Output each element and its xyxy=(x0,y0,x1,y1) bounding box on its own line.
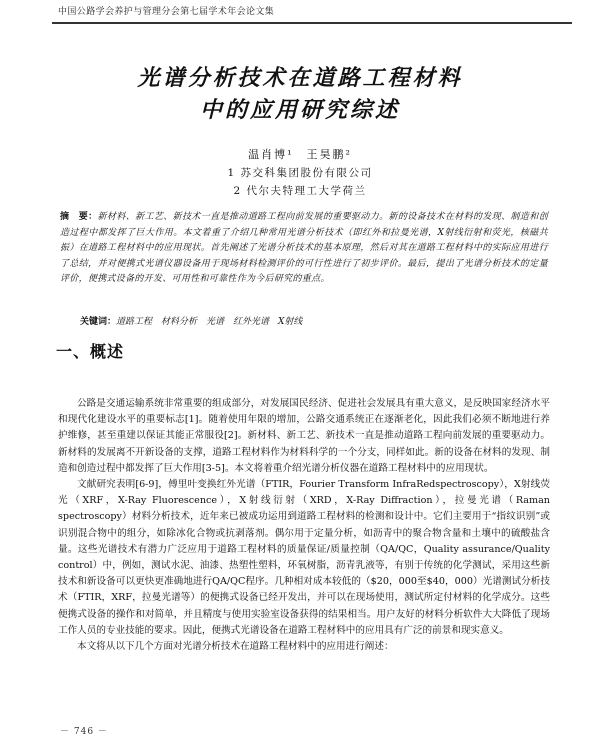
running-header: 中国公路学会养护与管理分会第七届学术年会论文集 xyxy=(58,7,275,17)
affiliation-2: 2 代尔夫特理工大学荷兰 xyxy=(233,185,367,197)
page-number: － 746 － xyxy=(60,727,108,737)
section-heading: 一、概述 xyxy=(56,342,125,361)
affiliation-1: 1 苏交科集团股份有限公司 xyxy=(227,167,373,179)
abstract-text: 新材料、新工艺、新技术一直是推动道路工程向前发展的重要驱动力。新的设备技术在材料的发现、制造和创造过程中都发挥了巨大作用。本文着重了介绍几种常用光谱分析技术（即红外和拉曼光谱，X射线衍射和荧光，核磁共振）在道路工程材料中的应用现状。首先阐述了光谱分析技术的基本原理，然后对其在道路工程材料中的实际应用进行了总结，并对便携式光谱仪器设备用于现场材料检测评价的可行性进行了初步评价。最后，提出了光谱分析技术的定量评价，便携式设备的开发、可用性和可靠性作为今后研究的重点。 xyxy=(60,212,548,284)
abstract xyxy=(60,210,548,288)
paragraph: 公路是交通运输系统非常重要的组成部分，对发展国民经济、促进社会发展具有重大意义，是反映国家经济水平和现代化建设水平的重要标志[1]。随着使用年限的增加，公路交通系统正在逐渐老化，因此我们必须不断地进行养护维修，甚至重建以保证其能正常服役[2]。新材料、新工艺、新技术一直是推动道路工程向前发展的重要驱动力。新材料的发展离不开新设备的支撑，道路工程材料作为材料科学的一个分支，同样如此。新的设备在材料的发现、制造和创造过程中都发挥了巨大作用[3-5]。本文将着重介绍光谱分析仪器在道路工程材料中的应用现状。 xyxy=(58,398,550,474)
paper-title-line-1: 光谱分析技术在道路工程材料 xyxy=(137,66,463,91)
keywords-text: 道路工程 材料分析 光谱 红外光谱 X射线 xyxy=(116,317,303,327)
paper-title-line-2: 中的应用研究综述 xyxy=(199,98,400,123)
keywords-label: 关键词： xyxy=(80,317,117,327)
keywords xyxy=(80,315,548,329)
authors: 温肖博¹ 王昊鹏² xyxy=(248,148,352,161)
paragraph: 文献研究表明[6-9]，傅里叶变换红外光谱（FTIR，Fourier Transform InfraRedspectroscopy），X射线荧光（XRF，X-Ray Fluorescence），X射线衍射（XRD，X-Ray Diffraction），拉曼光谱（Raman spectroscopy）材料分析技术，近年来已被成功运用到道路工程材料的检测和设计中。它们主要用于“指纹识别”或识别混合物中的组分，如除冰化合物或抗剥落剂。偶尔用于定量分析，如沥青中的聚合物含量和土壤中的硫酸盐含量。这些光谱技术有潜力广泛应用于道路工程材料的质量保证/质量控制（QA/QC，Quality assurance/Quality control）中，例如，测试水泥、油漆、热塑性塑料，环氧树脂，沥青乳液等，有别于传统的化学测试，采用这些新技术和新设备可以更快更准确地进行QA/QC程序。几种相对成本较低的（$20，000至$40，000）光谱测试分析技术（FTIR，XRF，拉曼光谱等）的便携式设备已经开发出，并可以在现场使用，测试所定付材料的化学成分。这些便携式设备的操作和对简单，并且精度与使用实验室设备获得的结果相当。用户友好的材料分析软件大大降低了现场工作人员的专业技能的要求。因此，便携式光谱设备在道路工程材料中的应用具有广泛的前景和现实意义。 xyxy=(58,479,550,636)
paragraph: 本文将从以下几个方面对光谱分析技术在道路工程材料中的应用进行阐述： xyxy=(77,641,394,653)
body-text xyxy=(58,396,550,655)
header-rule xyxy=(52,22,572,24)
abstract-label: 摘 要： xyxy=(60,212,98,222)
